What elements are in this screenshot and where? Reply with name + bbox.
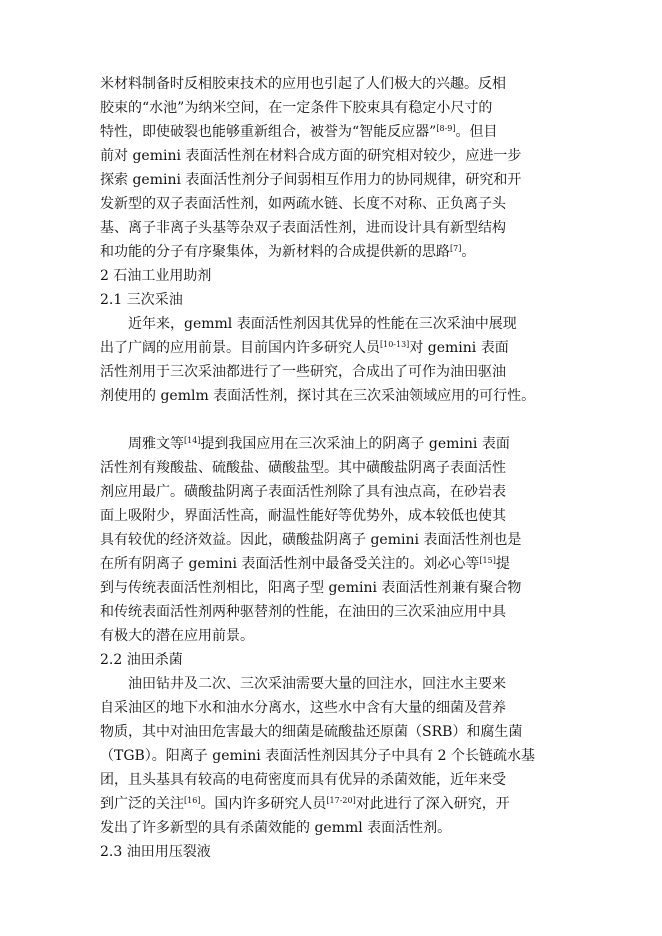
citation-ref: [7] <box>450 244 462 253</box>
text-line <box>100 552 564 576</box>
text-segment: 前对 gemini 表面活性剂在材料合成方面的研究相对较少，应进一步 <box>100 148 522 164</box>
text-line <box>100 840 564 864</box>
text-line <box>100 696 564 720</box>
text-line <box>100 624 564 648</box>
text-segment: 剂应用最广。磺酸盐阴离子表面活性剂除了具有浊点高，在砂岩表 <box>100 484 506 500</box>
text-line <box>100 720 564 744</box>
citation-ref: [15] <box>479 556 496 565</box>
text-line <box>100 312 564 336</box>
text-line <box>100 216 564 240</box>
text-line <box>100 648 564 672</box>
citation-ref: [10-13] <box>380 340 410 349</box>
text-segment: 2.3 油田用压裂液 <box>100 844 211 860</box>
text-segment: 。但目 <box>455 124 498 140</box>
text-segment: 近年来，gemml 表面活性剂因其优异的性能在三次采油中展现 <box>100 316 517 332</box>
text-line <box>100 240 564 264</box>
text-line <box>100 576 564 600</box>
text-segment: 和功能的分子有序聚集体，为新材料的合成提供新的思路 <box>100 244 450 260</box>
text-segment: 团，且头基具有较高的电荷密度而具有优异的杀菌效能，近年来受 <box>100 772 506 788</box>
text-segment: 。 <box>461 244 476 260</box>
text-segment: 具有较优的经济效益。因此，磺酸盐阴离子 gemini 表面活性剂也是 <box>100 532 522 548</box>
text-line <box>100 768 564 792</box>
text-line <box>100 96 564 120</box>
text-segment: 活性剂有羧酸盐、硫酸盐、磺酸盐型。其中磺酸盐阴离子表面活性 <box>100 460 506 476</box>
text-segment: 在所有阴离子 gemini 表面活性剂中最备受关注的。刘必心等 <box>100 556 480 572</box>
text-segment: 发新型的双子表面活性剂，如两疏水链、长度不对称、正负离子头 <box>100 196 506 212</box>
text-segment: 对 gemini 表面 <box>409 340 509 356</box>
text-segment: 油田钻井及二次、三次采油需要大量的回注水，回注水主要来 <box>100 676 506 692</box>
text-line <box>100 744 564 768</box>
text-segment: （TGB）。阳离子 gemini 表面活性剂因其分子中具有 2 个长链疏水基 <box>100 748 536 764</box>
text-segment: 。国内许多研究人员 <box>200 796 327 812</box>
text-segment: 2 石油工业用助剂 <box>100 268 212 284</box>
text-line <box>100 360 564 384</box>
text-segment: 面上吸附少，界面活性高，耐温性能好等优势外，成本较低也使其 <box>100 508 506 524</box>
text-line <box>100 672 564 696</box>
text-segment: 提到我国应用在三次采油上的阴离子 gemini 表面 <box>200 436 510 452</box>
text-line <box>100 816 564 840</box>
text-segment: 特性，即使破裂也能够重新组合，被誉为“智能反应器” <box>100 124 437 140</box>
text-segment: 周雅文等 <box>100 436 184 452</box>
text-segment: 发出了许多新型的具有杀菌效能的 gemml 表面活性剂。 <box>100 820 452 836</box>
text-line <box>100 504 564 528</box>
citation-ref: [14] <box>184 436 201 445</box>
text-line <box>100 408 564 432</box>
text-segment: 对此进行了深入研究，开 <box>355 796 510 812</box>
text-line <box>100 168 564 192</box>
text-line <box>100 600 564 624</box>
text-line <box>100 792 564 816</box>
text-segment: 提 <box>495 556 510 572</box>
text-line <box>100 288 564 312</box>
text-line <box>100 528 564 552</box>
citation-ref: [17-20] <box>326 796 356 805</box>
text-segment: 物质，其中对油田危害最大的细菌是硫酸盐还原菌（SRB）和腐生菌 <box>100 724 523 740</box>
text-segment: 和传统表面活性剂两种驱替剂的性能，在油田的三次采油应用中具 <box>100 604 506 620</box>
text-segment: 2.1 三次采油 <box>100 292 183 308</box>
text-segment: 自采油区的地下水和油水分离水，这些水中含有大量的细菌及营养 <box>100 700 506 716</box>
citation-ref: [8-9] <box>436 124 456 133</box>
text-line <box>100 144 564 168</box>
text-segment: 基、离子非离子头基等杂双子表面活性剂，进而设计具有新型结构 <box>100 220 506 236</box>
text-line <box>100 480 564 504</box>
text-segment: 有极大的潜在应用前景。 <box>100 628 254 644</box>
text-line <box>100 384 564 408</box>
text-segment: 出了广阔的应用前景。目前国内许多研究人员 <box>100 340 380 356</box>
text-segment: 胶束的“水池”为纳米空间，在一定条件下胶束具有稳定小尺寸的 <box>100 100 493 116</box>
text-line <box>100 72 564 96</box>
text-segment: 到广泛的关注 <box>100 796 184 812</box>
text-segment: 米材料制备时反相胶束技术的应用也引起了人们极大的兴趣。反相 <box>100 76 506 92</box>
text-line <box>100 432 564 456</box>
text-line <box>100 120 564 144</box>
text-line <box>100 192 564 216</box>
text-segment: 剂使用的 gemlm 表面活性剂，探讨其在三次采油领域应用的可行性。 <box>100 388 536 404</box>
text-line <box>100 456 564 480</box>
text-segment: 2.2 油田杀菌 <box>100 652 183 668</box>
text-line <box>100 336 564 360</box>
text-segment: 到与传统表面活性剂相比，阳离子型 gemini 表面活性剂兼有聚合物 <box>100 580 522 596</box>
citation-ref: [16] <box>184 796 201 805</box>
text-segment: 探索 gemini 表面活性剂分子间弱相互作用力的协同规律，研究和开 <box>100 172 522 188</box>
text-segment: 活性剂用于三次采油都进行了一些研究，合成出了可作为油田驱油 <box>100 364 506 380</box>
text-line <box>100 264 564 288</box>
